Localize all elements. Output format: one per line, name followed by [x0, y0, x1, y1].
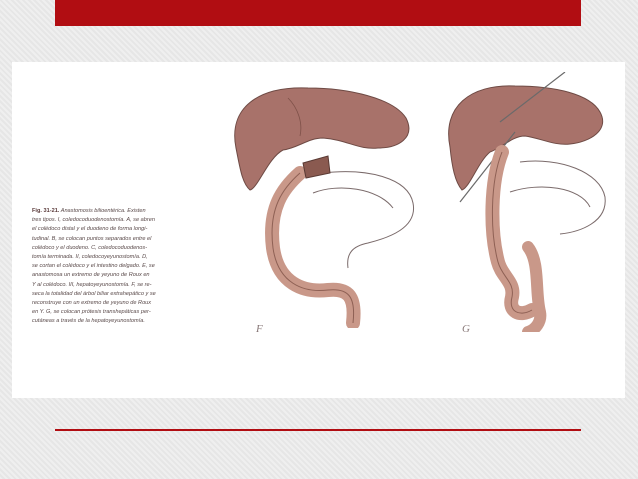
divider-line: [55, 429, 581, 431]
illustration-g: [440, 72, 620, 332]
caption-line: se cortan el colédoco y el intestino delgado. E, se: [32, 263, 155, 270]
caption-line: tres tipos. I, coledocoduodenostomía. A, se abren: [32, 217, 155, 224]
caption-line: cutáneas a través de la hepatoyeyunostomía.: [32, 318, 145, 325]
caption-line: tudinal. B, se colocan puntos separados entre el: [32, 235, 152, 242]
figure-caption: [32, 207, 227, 327]
caption-line: colédoco y el duodeno. C, coledocoduodenos-: [32, 244, 148, 251]
caption-line: reconstruye con un extremo de yeyuno de Roux: [32, 300, 152, 307]
duodenum-outline: [323, 172, 414, 268]
caption-line: el colédoco distal y el duodeno de forma longi-: [32, 226, 148, 233]
figure-number: Fig. 31-21.: [32, 208, 60, 214]
caption-line: tomía terminada. II, coledocoyeyunostomía. D,: [32, 254, 148, 261]
caption-line: anastomosa un extremo de yeyuno de Roux en: [32, 272, 150, 279]
illustration-f: [228, 78, 428, 328]
title-bar: [55, 0, 581, 26]
panel-label-f: F: [256, 323, 263, 335]
caption-line: Y al colédoco. III, hepatoyeyunostomía. F, se re-: [32, 281, 152, 288]
caption-line: en Y. G, se colocan prótesis transhepáticas per-: [32, 309, 151, 316]
panel-label-g: G: [462, 323, 470, 335]
liver-shape: [449, 86, 603, 190]
bowel-loop: [272, 173, 354, 323]
caption-line: seca la totalidad del árbol biliar extrahepático y se: [32, 290, 156, 297]
caption-line: Anastomosis bilioentérica. Existen: [60, 208, 146, 214]
